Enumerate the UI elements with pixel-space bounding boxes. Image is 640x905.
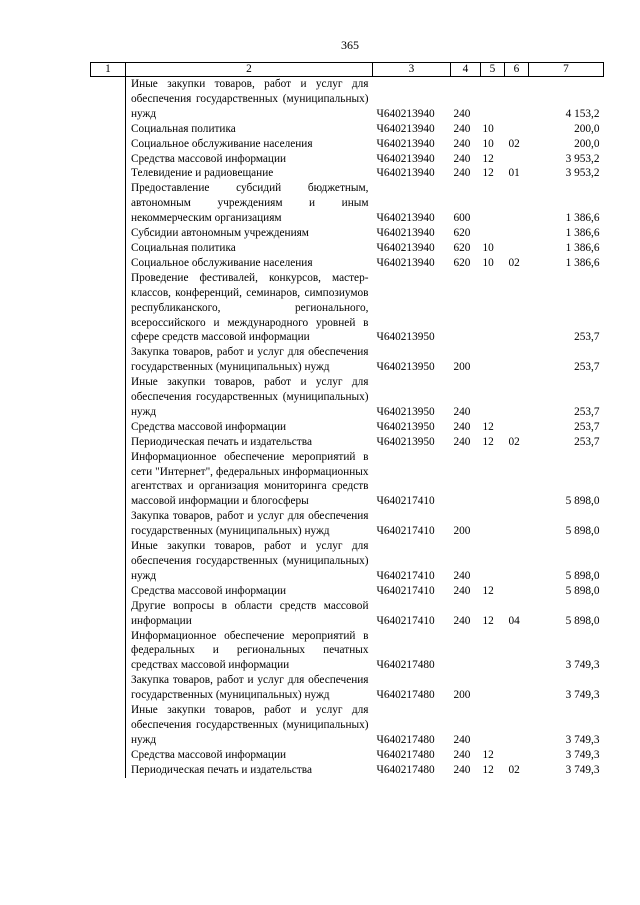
- row-section: 12: [482, 152, 494, 165]
- row-target-code: Ч640213940: [376, 256, 435, 269]
- row-subsection: [505, 420, 529, 435]
- column-number-row: [91, 63, 604, 77]
- row-amount: 3 749,3: [565, 689, 600, 702]
- row-name: Информационное обеспечение мероприятий в сети "Интернет", федеральных информационных агентствах и организация мониторинга средств массовой информации и блогосферы: [131, 450, 369, 508]
- row-target-code: Ч640217410: [376, 525, 435, 538]
- row-section: [481, 673, 505, 703]
- table-row: [91, 271, 604, 346]
- row-target-code: Ч640217410: [376, 584, 435, 597]
- row-amount: 1 386,6: [565, 256, 600, 269]
- table-row: [91, 584, 604, 599]
- row-number-cell: [91, 256, 126, 271]
- row-expense-type: 240: [453, 614, 471, 627]
- column-number: 5: [481, 63, 505, 77]
- row-name: Периодическая печать и издательства: [131, 435, 312, 448]
- row-number-cell: [91, 122, 126, 137]
- row-subsection: [505, 509, 529, 539]
- row-expense-type: 240: [453, 584, 471, 597]
- row-expense-type: [451, 271, 481, 346]
- table-row: [91, 256, 604, 271]
- row-number-cell: [91, 509, 126, 539]
- row-subsection: [505, 226, 529, 241]
- row-amount: 1 386,6: [565, 241, 600, 254]
- row-subsection: [505, 539, 529, 584]
- row-name: Иные закупки товаров, работ и услуг для обеспечения государственных (муниципальных) нужд: [131, 540, 369, 582]
- row-amount: 5 898,0: [565, 495, 600, 508]
- column-number: 7: [529, 63, 604, 77]
- row-number-cell: [91, 673, 126, 703]
- row-name: Информационное обеспечение мероприятий в федеральных и региональных печатных средствах массовой информации: [131, 629, 369, 672]
- table-body: [91, 77, 604, 778]
- row-target-code: Ч640217480: [376, 763, 435, 776]
- row-subsection: [505, 673, 529, 703]
- page-number: 365: [341, 38, 359, 52]
- row-amount: 5 898,0: [565, 525, 600, 538]
- row-target-code: Ч640213940: [376, 107, 435, 120]
- row-number-cell: [91, 166, 126, 181]
- row-subsection: [505, 345, 529, 375]
- row-section: [481, 226, 505, 241]
- row-number-cell: [91, 539, 126, 584]
- row-name: Периодическая печать и издательства: [131, 763, 312, 776]
- table-row: [91, 152, 604, 167]
- row-number-cell: [91, 375, 126, 420]
- row-amount: 1 386,6: [565, 227, 600, 240]
- row-name: Закупка товаров, работ и услуг для обеспечения государственных (муниципальных) нужд: [131, 346, 369, 374]
- row-target-code: Ч640213950: [376, 435, 435, 448]
- table-row: [91, 77, 604, 122]
- table-row: [91, 763, 604, 778]
- row-section: 12: [482, 614, 494, 627]
- row-name: Субсидии автономным учреждениям: [131, 227, 309, 240]
- column-number: 4: [451, 63, 481, 77]
- row-amount: 3 749,3: [565, 763, 600, 776]
- row-expense-type: 240: [453, 122, 471, 135]
- row-subsection: 02: [508, 435, 520, 448]
- row-expense-type: 240: [453, 763, 471, 776]
- row-name: Социальная политика: [131, 241, 236, 254]
- row-section: 12: [482, 435, 494, 448]
- row-subsection: [505, 271, 529, 346]
- row-target-code: Ч640217410: [376, 495, 435, 508]
- row-number-cell: [91, 629, 126, 674]
- table-row: [91, 137, 604, 152]
- row-target-code: Ч640213940: [376, 167, 435, 180]
- row-amount: 5 898,0: [565, 569, 600, 582]
- row-number-cell: [91, 599, 126, 629]
- row-section: 10: [482, 137, 494, 150]
- row-section: [481, 629, 505, 674]
- row-name: Иные закупки товаров, работ и услуг для обеспечения государственных (муниципальных) нужд: [131, 704, 369, 746]
- row-section: 12: [482, 763, 494, 776]
- row-expense-type: [451, 629, 481, 674]
- row-subsection: 04: [508, 614, 520, 627]
- table-header: [91, 63, 604, 77]
- row-target-code: Ч640217410: [376, 614, 435, 627]
- row-number-cell: [91, 450, 126, 510]
- table-row: [91, 629, 604, 674]
- row-subsection: 02: [508, 137, 520, 150]
- row-target-code: Ч640213950: [376, 405, 435, 418]
- row-target-code: Ч640213940: [376, 122, 435, 135]
- row-name: Телевидение и радиовещание: [131, 167, 274, 180]
- row-subsection: [505, 584, 529, 599]
- row-subsection: 01: [508, 167, 520, 180]
- row-amount: 3 749,3: [565, 748, 600, 761]
- row-target-code: Ч640213940: [376, 241, 435, 254]
- row-number-cell: [91, 584, 126, 599]
- row-name: Средства массовой информации: [131, 152, 287, 165]
- row-section: 12: [482, 748, 494, 761]
- row-amount: 200,0: [574, 137, 600, 150]
- table-row: [91, 703, 604, 748]
- row-name: Закупка товаров, работ и услуг для обеспечения государственных (муниципальных) нужд: [131, 510, 369, 538]
- row-subsection: [505, 629, 529, 674]
- row-amount: 253,7: [574, 420, 600, 433]
- budget-table: [90, 62, 604, 778]
- table-row: [91, 748, 604, 763]
- row-section: 12: [482, 584, 494, 597]
- row-number-cell: [91, 181, 126, 226]
- row-subsection: [505, 241, 529, 256]
- row-number-cell: [91, 435, 126, 450]
- row-section: [481, 375, 505, 420]
- row-section: [481, 450, 505, 510]
- row-number-cell: [91, 420, 126, 435]
- row-section: [481, 539, 505, 584]
- row-amount: 200,0: [574, 122, 600, 135]
- row-name: Средства массовой информации: [131, 748, 287, 761]
- row-subsection: 02: [508, 256, 520, 269]
- row-expense-type: 200: [453, 361, 471, 374]
- row-section: [481, 509, 505, 539]
- row-section: [481, 345, 505, 375]
- row-amount: 3 749,3: [565, 659, 600, 672]
- row-name: Иные закупки товаров, работ и услуг для обеспечения государственных (муниципальных) нужд: [131, 376, 369, 418]
- row-expense-type: 240: [453, 405, 471, 418]
- table-row: [91, 450, 604, 510]
- row-section: 10: [482, 241, 494, 254]
- row-name: Проведение фестивалей, конкурсов, мастер-классов, конференций, семинаров, симпозиумов республиканского, регионального, всероссийского и международного уровней в сфере средств массовой информации: [131, 271, 369, 344]
- row-amount: 253,7: [574, 435, 600, 448]
- row-subsection: [505, 703, 529, 748]
- row-number-cell: [91, 137, 126, 152]
- row-amount: 3 953,2: [565, 167, 600, 180]
- row-section: 10: [482, 122, 494, 135]
- column-number: 3: [373, 63, 451, 77]
- row-name: Социальная политика: [131, 122, 236, 135]
- column-number: 1: [91, 63, 126, 77]
- row-name: Другие вопросы в области средств массовой информации: [131, 599, 369, 627]
- row-name: Средства массовой информации: [131, 420, 287, 433]
- row-amount: 5 898,0: [565, 584, 600, 597]
- row-subsection: [505, 152, 529, 167]
- row-name: Средства массовой информации: [131, 584, 287, 597]
- row-expense-type: 620: [453, 227, 471, 240]
- row-section: 12: [482, 167, 494, 180]
- row-expense-type: 620: [453, 241, 471, 254]
- row-expense-type: 240: [453, 107, 471, 120]
- row-expense-type: 240: [453, 167, 471, 180]
- row-target-code: Ч640217480: [376, 748, 435, 761]
- row-target-code: Ч640213940: [376, 152, 435, 165]
- row-expense-type: 240: [453, 569, 471, 582]
- row-amount: 1 386,6: [565, 212, 600, 225]
- row-subsection: [505, 748, 529, 763]
- table-row: [91, 345, 604, 375]
- row-number-cell: [91, 748, 126, 763]
- row-expense-type: 620: [453, 256, 471, 269]
- row-expense-type: 600: [453, 212, 471, 225]
- row-amount: 5 898,0: [565, 614, 600, 627]
- row-name: Иные закупки товаров, работ и услуг для обеспечения государственных (муниципальных) нужд: [131, 78, 369, 120]
- row-name: Социальное обслуживание населения: [131, 137, 313, 150]
- column-number: 2: [126, 63, 373, 77]
- row-subsection: [505, 375, 529, 420]
- row-number-cell: [91, 763, 126, 778]
- table-row: [91, 166, 604, 181]
- row-subsection: 02: [508, 763, 520, 776]
- row-subsection: [505, 77, 529, 122]
- row-number-cell: [91, 226, 126, 241]
- row-number-cell: [91, 77, 126, 122]
- row-name: Социальное обслуживание населения: [131, 256, 313, 269]
- row-target-code: Ч640213940: [376, 137, 435, 150]
- row-expense-type: 200: [453, 689, 471, 702]
- row-section: [481, 181, 505, 226]
- table-row: [91, 375, 604, 420]
- row-amount: 4 153,2: [565, 107, 600, 120]
- row-amount: 253,7: [574, 405, 600, 418]
- row-target-code: Ч640213940: [376, 212, 435, 225]
- row-number-cell: [91, 703, 126, 748]
- row-target-code: Ч640213950: [376, 331, 435, 344]
- row-section: [481, 271, 505, 346]
- row-amount: 253,7: [574, 361, 600, 374]
- row-expense-type: 200: [453, 525, 471, 538]
- row-target-code: Ч640217480: [376, 659, 435, 672]
- row-number-cell: [91, 345, 126, 375]
- row-target-code: Ч640213950: [376, 420, 435, 433]
- row-number-cell: [91, 241, 126, 256]
- table-row: [91, 122, 604, 137]
- row-target-code: Ч640217410: [376, 569, 435, 582]
- table-row: [91, 181, 604, 226]
- row-amount: 253,7: [574, 331, 600, 344]
- table-row: [91, 226, 604, 241]
- table-row: [91, 509, 604, 539]
- row-expense-type: 240: [453, 733, 471, 746]
- row-subsection: [505, 181, 529, 226]
- row-section: 10: [482, 256, 494, 269]
- table-row: [91, 420, 604, 435]
- table-row: [91, 599, 604, 629]
- row-section: [481, 77, 505, 122]
- column-number: 6: [505, 63, 529, 77]
- row-amount: 3 953,2: [565, 152, 600, 165]
- table-row: [91, 241, 604, 256]
- row-name: Закупка товаров, работ и услуг для обеспечения государственных (муниципальных) нужд: [131, 674, 369, 702]
- row-expense-type: 240: [453, 748, 471, 761]
- row-target-code: Ч640217480: [376, 689, 435, 702]
- row-target-code: Ч640213940: [376, 227, 435, 240]
- row-expense-type: [451, 450, 481, 510]
- table-row: [91, 539, 604, 584]
- row-target-code: Ч640217480: [376, 733, 435, 746]
- row-expense-type: 240: [453, 137, 471, 150]
- row-subsection: [505, 450, 529, 510]
- row-number-cell: [91, 271, 126, 346]
- row-subsection: [505, 122, 529, 137]
- row-section: [481, 703, 505, 748]
- row-target-code: Ч640213950: [376, 361, 435, 374]
- row-name: Предоставление субсидий бюджетным, автономным учреждениям и иным некоммерческим организациям: [131, 182, 369, 225]
- row-amount: 3 749,3: [565, 733, 600, 746]
- row-expense-type: 240: [453, 152, 471, 165]
- row-expense-type: 240: [453, 420, 471, 433]
- table-row: [91, 673, 604, 703]
- row-expense-type: 240: [453, 435, 471, 448]
- row-number-cell: [91, 152, 126, 167]
- row-section: 12: [482, 420, 494, 433]
- table-row: [91, 435, 604, 450]
